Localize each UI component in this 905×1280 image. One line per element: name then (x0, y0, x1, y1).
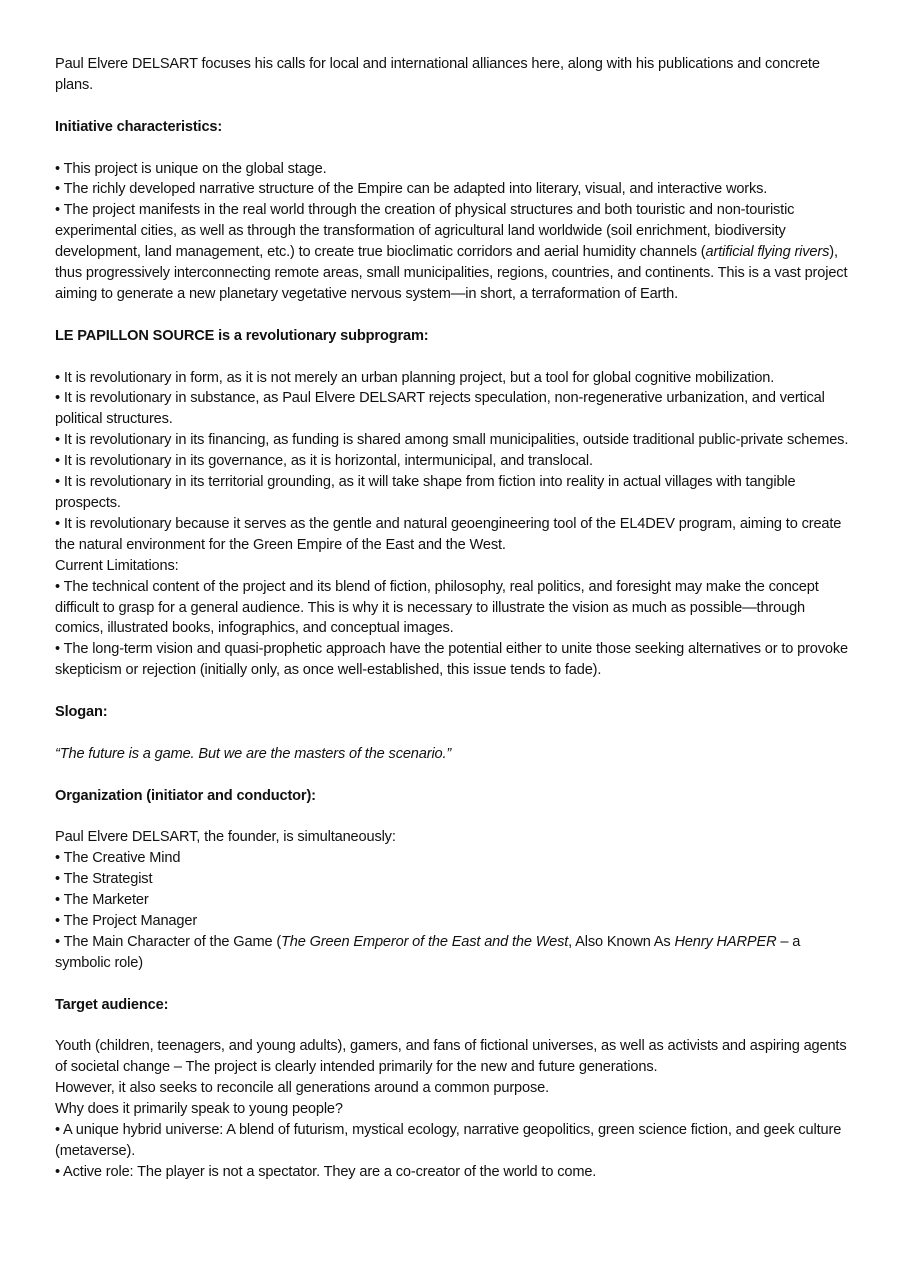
audience-bullet: • A unique hybrid universe: A blend of futurism, mystical ecology, narrative geopolitics, green science fiction, and geek culture (metaverse). (55, 1122, 842, 1159)
papillon-bullet: • It is revolutionary in form, as it is not merely an urban planning project, but a tool for global cognitive mobilization. (55, 369, 775, 386)
limitations-label: Current Limitations: (55, 557, 179, 574)
organization-lead: Paul Elvere DELSART, the founder, is simultaneously: (55, 829, 396, 846)
slogan-text: “The future is a game. But we are the masters of the scenario.” (55, 745, 452, 762)
organization-heading: Organization (initiator and conductor): (55, 787, 316, 804)
initiative-heading: Initiative characteristics: (55, 118, 223, 135)
papillon-heading: LE PAPILLON SOURCE is a revolutionary subprogram: (55, 327, 429, 344)
initiative-bullet-text: ), thus progressively interconnecting remote areas, small municipalities, regions, countries, and continents. This is a vast project aiming to generate a new planetary vegetative nervous system—in short, a terraformation of Earth. (55, 244, 848, 302)
initiative-bullet: • This project is unique on the global stage. (55, 160, 327, 177)
papillon-bullet: • It is revolutionary in its governance, as it is horizontal, intermunicipal, and translocal. (55, 453, 593, 470)
role-emphasis: Henry HARPER (674, 933, 777, 950)
audience-heading: Target audience: (55, 996, 169, 1013)
audience-paragraph: Why does it primarily speak to young people? (55, 1101, 343, 1118)
papillon-bullet: • It is revolutionary in its financing, as funding is shared among small municipalities, outside traditional public-private schemes. (55, 432, 849, 449)
limitation-bullet: • The long-term vision and quasi-prophetic approach have the potential either to unite those seeking alternatives or to provoke skepticism or rejection (initially only, as once well-established, this issue tends to fade). (55, 641, 848, 679)
role-emphasis: The Green Emperor of the East and the West (281, 933, 569, 950)
initiative-bullet-text: • The project manifests in the real world through the creation of physical structures and both touristic and non-touristic experimental cities, as well as through the transformation of agricultural land worldwide (soil enrichment, biodiversity development, land management, etc.) to create true bioclimatic corridors and aerial humidity channels ( (55, 202, 795, 261)
papillon-bullet: • It is revolutionary in its territorial grounding, as it will take shape from fiction into reality in actual villages with tangible prospects. (55, 474, 796, 511)
intro-paragraph: Paul Elvere DELSART focuses his calls for local and international alliances here, along with his publications and concrete plans. (55, 56, 820, 93)
papillon-bullet: • It is revolutionary in substance, as Paul Elvere DELSART rejects speculation, non-regenerative urbanization, and vertical political structures. (55, 390, 825, 428)
audience-paragraph: Youth (children, teenagers, and young adults), gamers, and fans of fictional universes, as well as activists and aspiring agents of societal change – The project is clearly intended primarily for the new and future generations. (55, 1038, 847, 1076)
role-text: , Also Known As (568, 933, 675, 950)
role-item: • The Strategist (55, 871, 153, 888)
role-text: • The Main Character of the Game ( (55, 933, 282, 950)
initiative-bullet-emphasis: artificial flying rivers (705, 244, 830, 261)
initiative-bullet: • The richly developed narrative structure of the Empire can be adapted into literary, visual, and interactive works. (55, 181, 768, 198)
limitation-bullet: • The technical content of the project and its blend of fiction, philosophy, real politics, and foresight may make the concept difficult to grasp for a general audience. This is why it is necessary to illustrate the vision as much as possible—through comics, illustrated books, infographics, and conceptual images. (55, 578, 819, 637)
audience-bullet: • Active role: The player is not a spectator. They are a co-creator of the world to come. (55, 1163, 597, 1180)
role-item: • The Creative Mind (55, 850, 181, 867)
role-item: • The Marketer (55, 892, 149, 909)
role-item: • The Project Manager (55, 913, 198, 930)
audience-paragraph: However, it also seeks to reconcile all generations around a common purpose. (55, 1080, 549, 1097)
role-text: – a symbolic role) (55, 933, 801, 971)
papillon-bullet: • It is revolutionary because it serves as the gentle and natural geoengineering tool of the EL4DEV program, aiming to create the natural environment for the Green Empire of the East and the West. (55, 515, 842, 553)
initiative-bullet (55, 200, 853, 305)
slogan-heading: Slogan: (55, 704, 108, 721)
role-item (55, 932, 853, 974)
